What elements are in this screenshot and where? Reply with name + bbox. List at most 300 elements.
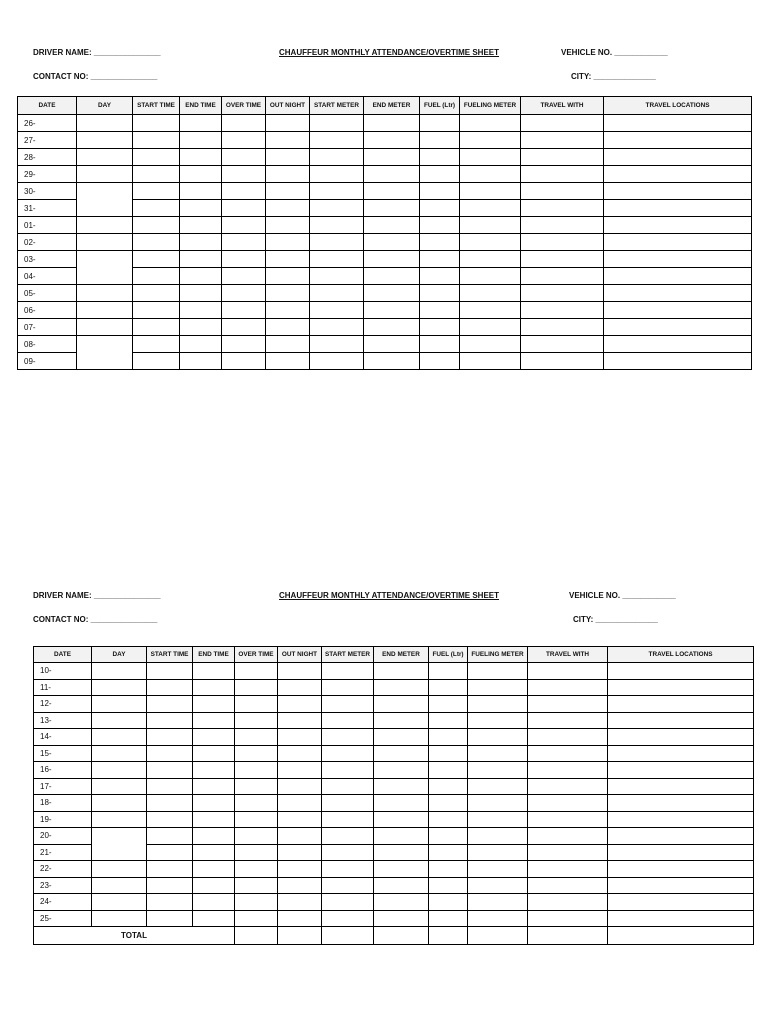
entry-cell[interactable] — [608, 861, 754, 878]
entry-cell[interactable] — [604, 353, 752, 370]
entry-cell[interactable] — [310, 217, 364, 234]
entry-cell[interactable] — [521, 353, 604, 370]
entry-cell[interactable] — [374, 679, 429, 696]
entry-cell[interactable] — [193, 712, 235, 729]
entry-cell[interactable] — [364, 302, 420, 319]
entry-cell[interactable] — [222, 234, 266, 251]
day-cell[interactable] — [77, 149, 133, 166]
entry-cell[interactable] — [608, 844, 754, 861]
entry-cell[interactable] — [364, 166, 420, 183]
entry-cell[interactable] — [528, 844, 608, 861]
entry-cell[interactable] — [222, 115, 266, 132]
entry-cell[interactable] — [310, 319, 364, 336]
entry-cell[interactable] — [322, 910, 374, 927]
entry-cell[interactable] — [468, 778, 528, 795]
entry-cell[interactable] — [235, 861, 278, 878]
city-field[interactable]: CITY: ______________ — [571, 72, 656, 81]
entry-cell[interactable] — [235, 745, 278, 762]
entry-cell[interactable] — [235, 811, 278, 828]
entry-cell[interactable] — [193, 844, 235, 861]
entry-cell[interactable] — [266, 217, 310, 234]
entry-cell[interactable] — [604, 268, 752, 285]
entry-cell[interactable] — [528, 729, 608, 746]
entry-cell[interactable] — [528, 679, 608, 696]
entry-cell[interactable] — [235, 712, 278, 729]
entry-cell[interactable] — [608, 877, 754, 894]
entry-cell[interactable] — [374, 877, 429, 894]
entry-cell[interactable] — [374, 795, 429, 812]
day-cell[interactable] — [92, 663, 147, 680]
total-cell[interactable] — [528, 927, 608, 945]
entry-cell[interactable] — [468, 795, 528, 812]
entry-cell[interactable] — [608, 729, 754, 746]
entry-cell[interactable] — [460, 115, 521, 132]
day-cell[interactable] — [77, 319, 133, 336]
entry-cell[interactable] — [322, 894, 374, 911]
entry-cell[interactable] — [460, 183, 521, 200]
entry-cell[interactable] — [604, 302, 752, 319]
entry-cell[interactable] — [310, 200, 364, 217]
entry-cell[interactable] — [604, 183, 752, 200]
entry-cell[interactable] — [147, 811, 193, 828]
entry-cell[interactable] — [364, 336, 420, 353]
entry-cell[interactable] — [133, 353, 180, 370]
entry-cell[interactable] — [460, 200, 521, 217]
entry-cell[interactable] — [235, 844, 278, 861]
entry-cell[interactable] — [528, 795, 608, 812]
entry-cell[interactable] — [460, 132, 521, 149]
entry-cell[interactable] — [278, 844, 322, 861]
entry-cell[interactable] — [133, 166, 180, 183]
day-cell[interactable] — [77, 285, 133, 302]
entry-cell[interactable] — [278, 828, 322, 845]
entry-cell[interactable] — [180, 200, 222, 217]
entry-cell[interactable] — [310, 302, 364, 319]
entry-cell[interactable] — [278, 663, 322, 680]
entry-cell[interactable] — [528, 696, 608, 713]
entry-cell[interactable] — [460, 268, 521, 285]
entry-cell[interactable] — [429, 679, 468, 696]
entry-cell[interactable] — [193, 778, 235, 795]
entry-cell[interactable] — [193, 877, 235, 894]
entry-cell[interactable] — [420, 285, 460, 302]
entry-cell[interactable] — [420, 200, 460, 217]
entry-cell[interactable] — [222, 285, 266, 302]
entry-cell[interactable] — [374, 663, 429, 680]
entry-cell[interactable] — [468, 762, 528, 779]
entry-cell[interactable] — [222, 251, 266, 268]
total-cell[interactable] — [429, 927, 468, 945]
entry-cell[interactable] — [322, 712, 374, 729]
entry-cell[interactable] — [322, 795, 374, 812]
entry-cell[interactable] — [521, 268, 604, 285]
entry-cell[interactable] — [235, 778, 278, 795]
entry-cell[interactable] — [420, 319, 460, 336]
entry-cell[interactable] — [222, 319, 266, 336]
entry-cell[interactable] — [310, 353, 364, 370]
entry-cell[interactable] — [180, 353, 222, 370]
entry-cell[interactable] — [222, 132, 266, 149]
entry-cell[interactable] — [521, 115, 604, 132]
entry-cell[interactable] — [420, 132, 460, 149]
entry-cell[interactable] — [222, 336, 266, 353]
entry-cell[interactable] — [429, 712, 468, 729]
entry-cell[interactable] — [133, 115, 180, 132]
entry-cell[interactable] — [460, 319, 521, 336]
entry-cell[interactable] — [528, 663, 608, 680]
entry-cell[interactable] — [180, 115, 222, 132]
entry-cell[interactable] — [180, 234, 222, 251]
entry-cell[interactable] — [180, 319, 222, 336]
entry-cell[interactable] — [429, 811, 468, 828]
entry-cell[interactable] — [278, 861, 322, 878]
entry-cell[interactable] — [133, 285, 180, 302]
entry-cell[interactable] — [133, 234, 180, 251]
entry-cell[interactable] — [521, 251, 604, 268]
entry-cell[interactable] — [521, 285, 604, 302]
entry-cell[interactable] — [468, 894, 528, 911]
entry-cell[interactable] — [420, 115, 460, 132]
entry-cell[interactable] — [133, 149, 180, 166]
entry-cell[interactable] — [322, 778, 374, 795]
entry-cell[interactable] — [222, 166, 266, 183]
entry-cell[interactable] — [235, 795, 278, 812]
entry-cell[interactable] — [460, 149, 521, 166]
total-cell[interactable] — [468, 927, 528, 945]
day-cell[interactable] — [92, 795, 147, 812]
entry-cell[interactable] — [133, 183, 180, 200]
entry-cell[interactable] — [147, 844, 193, 861]
entry-cell[interactable] — [460, 166, 521, 183]
entry-cell[interactable] — [322, 861, 374, 878]
entry-cell[interactable] — [322, 762, 374, 779]
contact-no-field[interactable]: CONTACT NO: _______________ — [33, 615, 158, 624]
entry-cell[interactable] — [460, 302, 521, 319]
entry-cell[interactable] — [322, 745, 374, 762]
entry-cell[interactable] — [147, 778, 193, 795]
day-cell[interactable] — [92, 811, 147, 828]
entry-cell[interactable] — [310, 234, 364, 251]
entry-cell[interactable] — [468, 679, 528, 696]
entry-cell[interactable] — [147, 910, 193, 927]
entry-cell[interactable] — [310, 149, 364, 166]
entry-cell[interactable] — [180, 285, 222, 302]
entry-cell[interactable] — [278, 778, 322, 795]
entry-cell[interactable] — [180, 251, 222, 268]
entry-cell[interactable] — [133, 217, 180, 234]
entry-cell[interactable] — [374, 844, 429, 861]
entry-cell[interactable] — [521, 217, 604, 234]
total-cell[interactable] — [235, 927, 278, 945]
entry-cell[interactable] — [374, 729, 429, 746]
entry-cell[interactable] — [180, 166, 222, 183]
entry-cell[interactable] — [235, 894, 278, 911]
entry-cell[interactable] — [133, 268, 180, 285]
entry-cell[interactable] — [374, 778, 429, 795]
entry-cell[interactable] — [310, 285, 364, 302]
entry-cell[interactable] — [310, 336, 364, 353]
entry-cell[interactable] — [266, 302, 310, 319]
entry-cell[interactable] — [608, 778, 754, 795]
entry-cell[interactable] — [429, 778, 468, 795]
entry-cell[interactable] — [364, 200, 420, 217]
entry-cell[interactable] — [147, 762, 193, 779]
entry-cell[interactable] — [278, 894, 322, 911]
entry-cell[interactable] — [266, 183, 310, 200]
entry-cell[interactable] — [460, 285, 521, 302]
entry-cell[interactable] — [608, 696, 754, 713]
entry-cell[interactable] — [180, 183, 222, 200]
entry-cell[interactable] — [364, 149, 420, 166]
entry-cell[interactable] — [374, 696, 429, 713]
entry-cell[interactable] — [604, 115, 752, 132]
entry-cell[interactable] — [420, 353, 460, 370]
entry-cell[interactable] — [521, 166, 604, 183]
day-cell[interactable] — [77, 132, 133, 149]
entry-cell[interactable] — [604, 132, 752, 149]
entry-cell[interactable] — [364, 251, 420, 268]
entry-cell[interactable] — [528, 877, 608, 894]
entry-cell[interactable] — [278, 679, 322, 696]
entry-cell[interactable] — [604, 285, 752, 302]
day-cell[interactable] — [77, 183, 133, 217]
total-cell[interactable] — [322, 927, 374, 945]
entry-cell[interactable] — [235, 679, 278, 696]
entry-cell[interactable] — [608, 679, 754, 696]
entry-cell[interactable] — [235, 696, 278, 713]
entry-cell[interactable] — [374, 910, 429, 927]
entry-cell[interactable] — [266, 336, 310, 353]
entry-cell[interactable] — [310, 132, 364, 149]
entry-cell[interactable] — [460, 336, 521, 353]
entry-cell[interactable] — [193, 679, 235, 696]
entry-cell[interactable] — [180, 217, 222, 234]
entry-cell[interactable] — [147, 712, 193, 729]
entry-cell[interactable] — [528, 778, 608, 795]
entry-cell[interactable] — [521, 336, 604, 353]
entry-cell[interactable] — [222, 302, 266, 319]
entry-cell[interactable] — [468, 696, 528, 713]
entry-cell[interactable] — [222, 200, 266, 217]
entry-cell[interactable] — [364, 268, 420, 285]
day-cell[interactable] — [77, 336, 133, 370]
entry-cell[interactable] — [528, 828, 608, 845]
entry-cell[interactable] — [180, 268, 222, 285]
entry-cell[interactable] — [460, 251, 521, 268]
entry-cell[interactable] — [180, 302, 222, 319]
entry-cell[interactable] — [310, 115, 364, 132]
entry-cell[interactable] — [278, 712, 322, 729]
entry-cell[interactable] — [193, 861, 235, 878]
total-cell[interactable] — [374, 927, 429, 945]
entry-cell[interactable] — [193, 762, 235, 779]
entry-cell[interactable] — [608, 745, 754, 762]
entry-cell[interactable] — [608, 712, 754, 729]
entry-cell[interactable] — [147, 745, 193, 762]
entry-cell[interactable] — [429, 663, 468, 680]
entry-cell[interactable] — [521, 319, 604, 336]
entry-cell[interactable] — [278, 729, 322, 746]
entry-cell[interactable] — [147, 861, 193, 878]
entry-cell[interactable] — [429, 729, 468, 746]
entry-cell[interactable] — [193, 729, 235, 746]
entry-cell[interactable] — [322, 696, 374, 713]
entry-cell[interactable] — [608, 795, 754, 812]
entry-cell[interactable] — [322, 828, 374, 845]
entry-cell[interactable] — [468, 861, 528, 878]
entry-cell[interactable] — [322, 811, 374, 828]
entry-cell[interactable] — [429, 795, 468, 812]
entry-cell[interactable] — [266, 166, 310, 183]
entry-cell[interactable] — [460, 234, 521, 251]
entry-cell[interactable] — [528, 762, 608, 779]
entry-cell[interactable] — [133, 251, 180, 268]
day-cell[interactable] — [77, 234, 133, 251]
entry-cell[interactable] — [266, 251, 310, 268]
entry-cell[interactable] — [222, 268, 266, 285]
entry-cell[interactable] — [266, 200, 310, 217]
entry-cell[interactable] — [147, 828, 193, 845]
entry-cell[interactable] — [429, 894, 468, 911]
entry-cell[interactable] — [420, 336, 460, 353]
day-cell[interactable] — [92, 877, 147, 894]
entry-cell[interactable] — [374, 712, 429, 729]
entry-cell[interactable] — [147, 663, 193, 680]
entry-cell[interactable] — [608, 910, 754, 927]
entry-cell[interactable] — [278, 877, 322, 894]
entry-cell[interactable] — [604, 166, 752, 183]
entry-cell[interactable] — [429, 762, 468, 779]
entry-cell[interactable] — [310, 166, 364, 183]
entry-cell[interactable] — [222, 217, 266, 234]
entry-cell[interactable] — [322, 663, 374, 680]
day-cell[interactable] — [77, 302, 133, 319]
entry-cell[interactable] — [528, 894, 608, 911]
contact-no-field[interactable]: CONTACT NO: _______________ — [33, 72, 158, 81]
entry-cell[interactable] — [133, 336, 180, 353]
day-cell[interactable] — [92, 729, 147, 746]
entry-cell[interactable] — [468, 745, 528, 762]
entry-cell[interactable] — [235, 762, 278, 779]
entry-cell[interactable] — [193, 696, 235, 713]
entry-cell[interactable] — [521, 200, 604, 217]
entry-cell[interactable] — [460, 217, 521, 234]
entry-cell[interactable] — [364, 132, 420, 149]
entry-cell[interactable] — [604, 217, 752, 234]
entry-cell[interactable] — [468, 663, 528, 680]
entry-cell[interactable] — [266, 115, 310, 132]
entry-cell[interactable] — [420, 183, 460, 200]
entry-cell[interactable] — [266, 234, 310, 251]
entry-cell[interactable] — [429, 696, 468, 713]
entry-cell[interactable] — [374, 828, 429, 845]
entry-cell[interactable] — [133, 132, 180, 149]
day-cell[interactable] — [92, 828, 147, 861]
entry-cell[interactable] — [521, 302, 604, 319]
city-field[interactable]: CITY: ______________ — [573, 615, 658, 624]
entry-cell[interactable] — [180, 132, 222, 149]
entry-cell[interactable] — [604, 251, 752, 268]
entry-cell[interactable] — [193, 828, 235, 845]
entry-cell[interactable] — [528, 712, 608, 729]
entry-cell[interactable] — [364, 285, 420, 302]
entry-cell[interactable] — [180, 336, 222, 353]
entry-cell[interactable] — [133, 302, 180, 319]
entry-cell[interactable] — [420, 217, 460, 234]
vehicle-no-field[interactable]: VEHICLE NO. ____________ — [569, 591, 676, 600]
day-cell[interactable] — [77, 115, 133, 132]
entry-cell[interactable] — [429, 745, 468, 762]
driver-name-field[interactable]: DRIVER NAME: _______________ — [33, 591, 161, 600]
entry-cell[interactable] — [468, 910, 528, 927]
entry-cell[interactable] — [374, 861, 429, 878]
day-cell[interactable] — [92, 894, 147, 911]
entry-cell[interactable] — [521, 183, 604, 200]
entry-cell[interactable] — [521, 132, 604, 149]
day-cell[interactable] — [92, 745, 147, 762]
entry-cell[interactable] — [266, 353, 310, 370]
entry-cell[interactable] — [147, 894, 193, 911]
entry-cell[interactable] — [147, 877, 193, 894]
entry-cell[interactable] — [193, 745, 235, 762]
entry-cell[interactable] — [374, 811, 429, 828]
day-cell[interactable] — [92, 712, 147, 729]
entry-cell[interactable] — [235, 828, 278, 845]
entry-cell[interactable] — [193, 811, 235, 828]
entry-cell[interactable] — [278, 910, 322, 927]
entry-cell[interactable] — [364, 353, 420, 370]
entry-cell[interactable] — [310, 183, 364, 200]
entry-cell[interactable] — [235, 910, 278, 927]
driver-name-field[interactable]: DRIVER NAME: _______________ — [33, 48, 161, 57]
entry-cell[interactable] — [468, 729, 528, 746]
entry-cell[interactable] — [266, 132, 310, 149]
day-cell[interactable] — [92, 762, 147, 779]
entry-cell[interactable] — [468, 877, 528, 894]
entry-cell[interactable] — [420, 234, 460, 251]
total-cell[interactable] — [278, 927, 322, 945]
day-cell[interactable] — [77, 217, 133, 234]
total-cell[interactable] — [608, 927, 754, 945]
entry-cell[interactable] — [310, 268, 364, 285]
entry-cell[interactable] — [420, 166, 460, 183]
entry-cell[interactable] — [468, 844, 528, 861]
entry-cell[interactable] — [429, 877, 468, 894]
entry-cell[interactable] — [468, 828, 528, 845]
entry-cell[interactable] — [266, 319, 310, 336]
entry-cell[interactable] — [364, 234, 420, 251]
entry-cell[interactable] — [528, 745, 608, 762]
entry-cell[interactable] — [374, 745, 429, 762]
entry-cell[interactable] — [420, 149, 460, 166]
entry-cell[interactable] — [460, 353, 521, 370]
entry-cell[interactable] — [528, 811, 608, 828]
entry-cell[interactable] — [322, 679, 374, 696]
entry-cell[interactable] — [420, 251, 460, 268]
entry-cell[interactable] — [278, 696, 322, 713]
entry-cell[interactable] — [235, 877, 278, 894]
entry-cell[interactable] — [193, 910, 235, 927]
entry-cell[interactable] — [222, 183, 266, 200]
entry-cell[interactable] — [604, 336, 752, 353]
entry-cell[interactable] — [429, 910, 468, 927]
entry-cell[interactable] — [608, 762, 754, 779]
entry-cell[interactable] — [222, 353, 266, 370]
entry-cell[interactable] — [604, 149, 752, 166]
entry-cell[interactable] — [608, 811, 754, 828]
entry-cell[interactable] — [521, 234, 604, 251]
day-cell[interactable] — [92, 861, 147, 878]
